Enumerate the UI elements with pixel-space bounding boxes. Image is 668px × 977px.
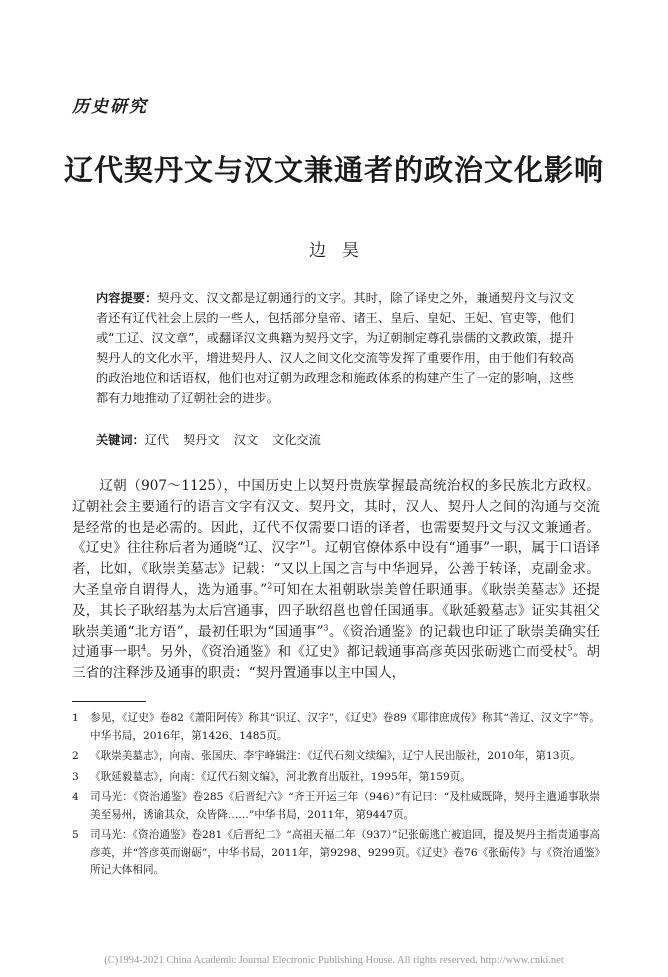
- footnote-ref[interactable]: 3: [323, 623, 329, 633]
- keyword: 汉文: [233, 433, 259, 447]
- footnote: [72, 769, 600, 787]
- body-text: [72, 476, 600, 684]
- footnote-number: 1: [72, 712, 79, 724]
- body-span: 。辽朝官僚体系中设有“通事”一职，属于口语译者，比如，《耿崇美墓志》记载：“又以上国之言与中华迥异，公善于转译，克副金求。大圣皇帝自谓得人，选为通事。”: [72, 540, 600, 598]
- keyword: 契丹文: [183, 433, 220, 447]
- body-span: 辽朝（907～1125），中国历史上以契丹贵族掌握最高统治权的多民族北方政权。辽朝社会主要通行的语言文字有汉文、契丹文，其时，汉人、契丹人之间的沟通与交流是经常的也是必需的。因此，辽代不仅需要口语的译者，也需要契丹文与汉文兼通者。《辽史》往往称后者为通晓“辽、汉字”: [72, 478, 600, 557]
- body-span: 。胡三省的注释涉及通事的职责：“契丹置通事以主中国人，: [72, 644, 601, 682]
- footnote-text: 参见，《辽史》卷82《萧阳阿传》称其“识辽、汉字”，《辽史》卷89《耶律庶成传》称其“善辽、汉文字”等。中华书局，2016年，第1426、1485页。: [90, 712, 600, 742]
- footnote-text: 《耿延毅墓志》，向南：《辽代石刻文编》，河北教育出版社，1995年，第159页。: [90, 770, 471, 783]
- abstract: [96, 288, 574, 408]
- keyword: 辽代: [144, 433, 170, 447]
- footnote-text: 司马光：《资治通鉴》卷285《后晋纪六》“齐王开运三年（946）”有记曰：“及杜威既降，契丹主遣通事耿崇美至易州，诱谕其众，众皆降……”中华书局，2011年，第9447页。: [90, 791, 600, 821]
- body-span: 。另外，《资治通鉴》和《辽史》都记载通事高彦英因张砺逃亡而受杖: [146, 644, 568, 661]
- article-title: 辽代契丹文与汉文兼通者的政治文化影响: [63, 153, 604, 187]
- body-span: 可知在太祖朝耿崇美曾任职通事。《耿崇美墓志》还提及，其长子耿绍基为太后宫通事，四子耿绍邕也曾任国通事。《耿延毅墓志》证实其祖父耿崇美通“北方语”，最初任职为“国通事”: [72, 581, 600, 640]
- footnote-text: 司马光：《资治通鉴》卷281《后晋纪二》“高祖天福二年（937）”记张砺逃亡被追回，提及契丹主指责通事高彦英，并“答彦英而谢砺”，中华书局，2011年，第9298、9299页。《辽史》卷76《张砺传》与《资治通鉴》所记大体相同。: [90, 829, 600, 876]
- footnote-ref[interactable]: 2: [267, 581, 273, 591]
- body-paragraph: [72, 476, 600, 684]
- keywords-label: 关键词：: [96, 433, 145, 447]
- footnote-number: 4: [72, 791, 79, 803]
- footnote-number: 2: [72, 750, 79, 762]
- footnote: [72, 789, 600, 824]
- keyword: 文化交流: [272, 433, 321, 447]
- author-name: 边昊: [309, 241, 375, 261]
- footnote-ref[interactable]: 4: [141, 643, 147, 653]
- keywords: [96, 430, 574, 450]
- footnote-ref[interactable]: 1: [305, 539, 311, 549]
- copyright-notice: (C)1994-2021 China Academic Journal Electronic Publishing House. All rights reserved. http://www.cnki.net: [104, 955, 564, 966]
- footnotes: [72, 710, 600, 883]
- footnote-divider: [72, 701, 146, 702]
- footnote: [72, 748, 600, 766]
- footnote-text: 《耿崇美墓志》，向南、张国庆、李宇峰辑注：《辽代石刻文续编》，辽宁人民出版社，2010年，第13页。: [90, 750, 581, 762]
- abstract-label: 内容提要：: [96, 291, 158, 305]
- footnote: [72, 827, 600, 880]
- footnote: [72, 710, 600, 745]
- footnote-ref[interactable]: 5: [567, 643, 573, 653]
- body-span: 。《资治通鉴》的记载也印证了耿崇美确实任过通事一职: [72, 623, 600, 661]
- abstract-text: 契丹文、汉文都是辽朝通行的文字。其时，除了译史之外，兼通契丹文与汉文者还有辽代社会上层的一些人，包括部分皇帝、诸王、皇后、皇妃、王妃、官吏等，他们或“工辽、汉文章”，或翻译汉文典籍为契丹文字，为辽朝制定尊孔崇儒的文教政策，提升契丹人的文化水平，增进契丹人、汉人之间文化交流等发挥了重要作用，由于他们有较高的政治地位和话语权，他们也对辽朝为政理念和施政体系的构建产生了一定的影响，这些都有力地推动了辽朝社会的进步。: [96, 291, 575, 405]
- section-label: 历史研究: [72, 97, 148, 117]
- footnote-number: 5: [72, 829, 79, 841]
- footnote-number: 3: [72, 770, 79, 783]
